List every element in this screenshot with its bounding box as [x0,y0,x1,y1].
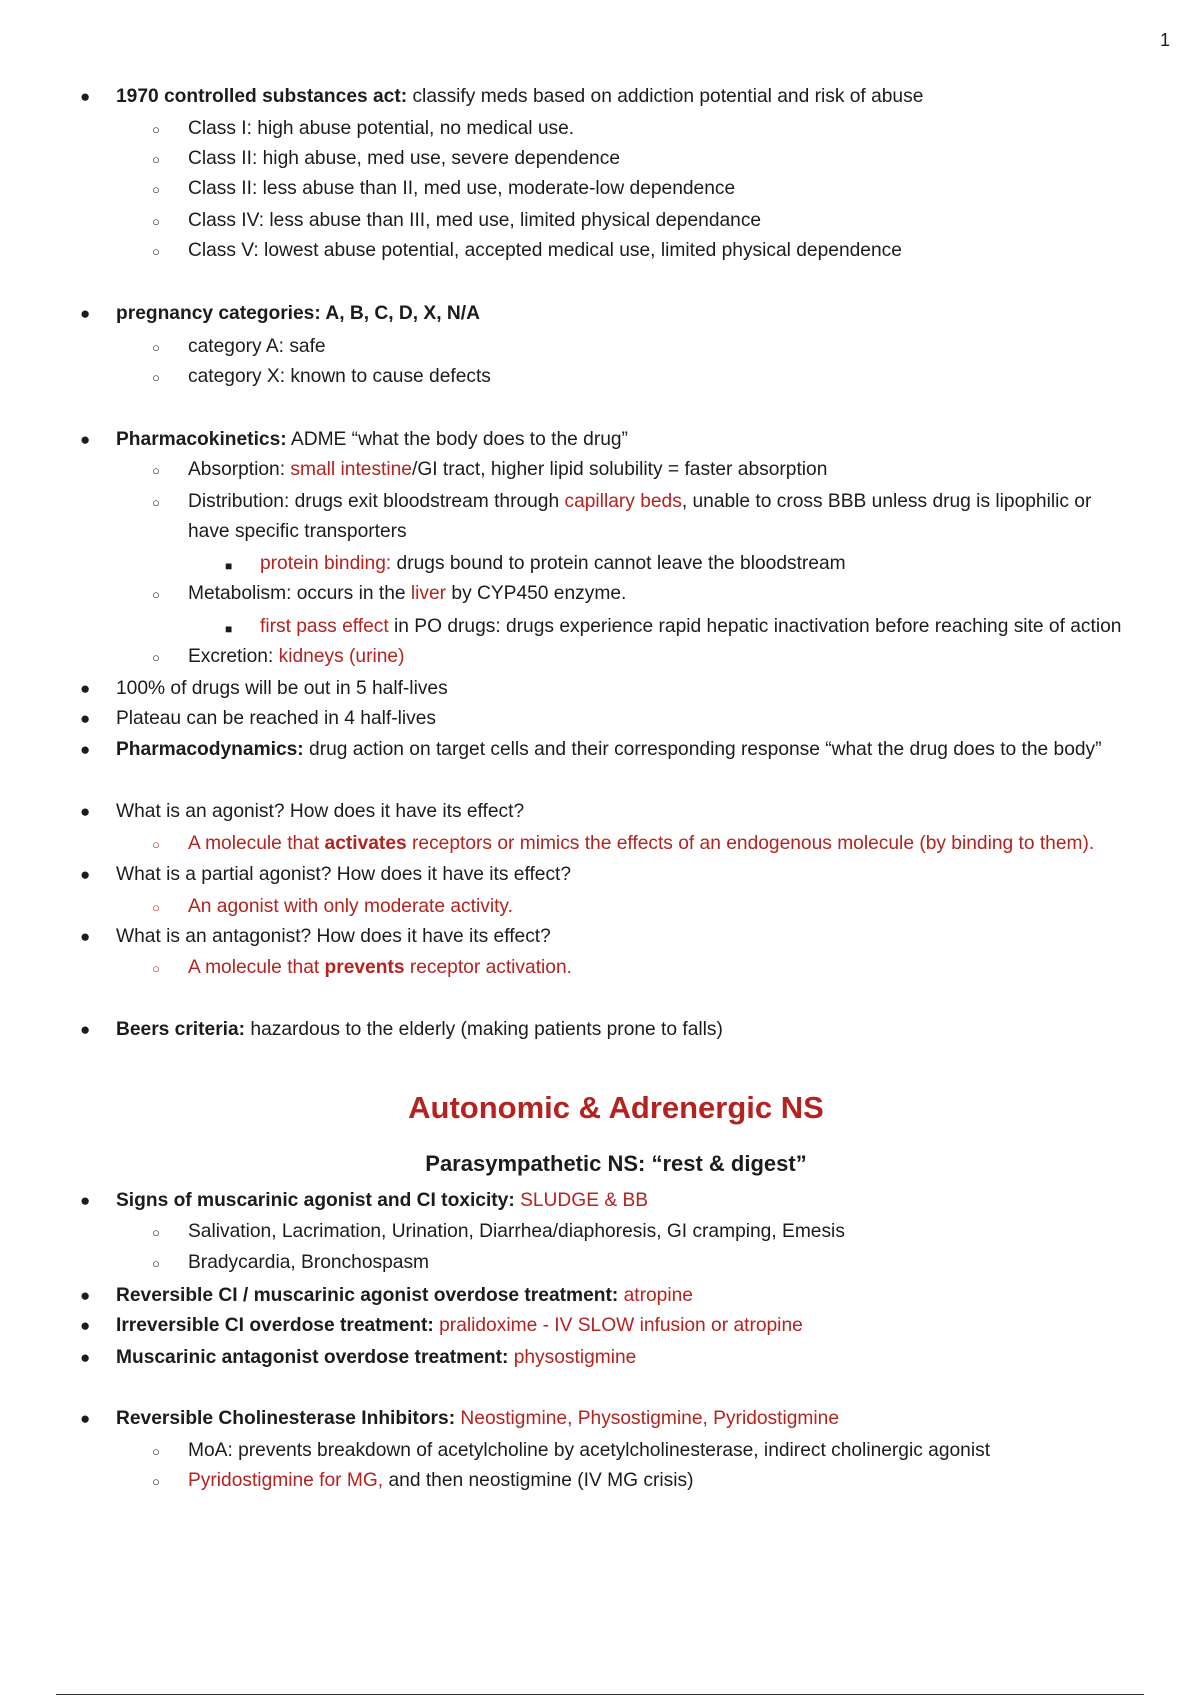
treatment-drug: atropine [618,1285,693,1306]
treatment-drug: physostigmine [508,1347,637,1368]
protein-binding-label: protein binding: [260,553,392,574]
bullet-icon: ● [80,304,91,323]
class-text: Class I: high abuse potential, no medical use. [188,118,575,139]
bullet-icon: ● [80,927,91,946]
pregnancy-title: pregnancy categories: A, B, C, D, X, N/A [116,303,480,324]
pregnancy-category [152,364,491,390]
circle-bullet-icon: ○ [152,1474,160,1489]
pharmacodynamics-item [80,737,1102,763]
pk-title: Pharmacokinetics: [116,429,287,450]
circle-bullet-icon: ○ [152,1256,160,1271]
class-text: Class IV: less abuse than III, med use, limited physical dependance [188,210,762,231]
question-item [80,799,525,825]
absorption-highlight: small intestine [290,459,412,480]
circle-bullet-icon: ○ [152,122,160,137]
protein-binding-text: drugs bound to protein cannot leave the bloodstream [391,553,846,574]
answer-item [152,894,513,920]
protein-binding-item [225,551,846,577]
answer-text: receptors or mimics the effects of an endogenous molecule (by binding to them). [406,833,1095,854]
rci-drugs: Neostigmine, Physostigmine, Pyridostigmine [455,1408,840,1429]
pd-text: drug action on target cells and their corresponding response “what the drug does to the body” [303,739,1102,760]
csa-class-item [152,146,620,172]
bullet-icon: ● [80,709,91,728]
answer-bold: prevents [324,957,405,978]
bullet-icon: ● [80,1286,91,1305]
csa-text: classify meds based on addiction potential and risk of abuse [407,86,924,107]
answer-text: An agonist with only moderate activity. [188,896,513,917]
circle-bullet-icon: ○ [152,152,160,167]
excretion-highlight: kidneys (urine) [278,646,405,667]
signs-highlight: SLUDGE & BB [514,1190,649,1211]
first-pass-item [225,614,1122,640]
answer-text: receptor activation. [404,957,572,978]
bullet-icon: ● [80,865,91,884]
answer-item [152,955,572,981]
pregnancy-category [152,334,326,360]
absorption-label: Absorption: [188,459,291,480]
answer-item [152,831,1095,857]
excretion-item [152,644,405,670]
metabolism-highlight: liver [410,583,447,604]
signs-title: Signs of muscarinic agonist and CI toxicity: [116,1190,515,1211]
bullet-icon: ● [80,802,91,821]
signs-subitem [152,1250,430,1276]
beers-title: Beers criteria: [116,1019,246,1040]
circle-bullet-icon: ○ [152,495,160,510]
pk-text: ADME “what the body does to the drug” [286,429,628,450]
metabolism-label: Metabolism: occurs in the [188,583,411,604]
signs-subitem [152,1219,845,1245]
class-text: Class V: lowest abuse potential, accepted medical use, limited physical dependence [188,240,902,261]
footer-rule [56,1694,1144,1695]
half-life-text: 100% of drugs will be out in 5 half-lives [116,678,448,699]
answer-text: A molecule that [188,957,325,978]
first-pass-text: in PO drugs: drugs experience rapid hepatic inactivation before reaching site of action [388,616,1122,637]
page-number: 1 [1159,30,1170,50]
distribution-highlight: capillary beds [564,491,682,512]
absorption-item [152,457,828,483]
class-text: Class II: less abuse than II, med use, moderate-low dependence [188,178,736,199]
question-item [80,924,551,950]
csa-class-item [152,238,902,264]
csa-item [80,84,924,110]
half-life-item [80,706,436,732]
bullet-icon: ● [80,1191,91,1210]
csa-class-item [152,176,736,202]
circle-bullet-icon: ○ [152,650,160,665]
circle-bullet-icon: ○ [152,587,160,602]
half-life-item [80,676,448,702]
circle-bullet-icon: ○ [152,900,160,915]
square-bullet-icon: ■ [225,559,233,573]
bullet-icon: ● [80,1348,91,1367]
circle-bullet-icon: ○ [152,1225,160,1240]
answer-text: A molecule that [188,833,325,854]
absorption-text: /GI tract, higher lipid solubility = faster absorption [411,459,828,480]
question-text: What is a partial agonist? How does it have its effect? [116,864,572,885]
section-subtitle: Parasympathetic NS: “rest & digest” [425,1151,807,1176]
bullet-icon: ● [80,1409,91,1428]
beers-text: hazardous to the elderly (making patients prone to falls) [245,1019,723,1040]
treatment-title: Irreversible CI overdose treatment: [116,1315,434,1336]
circle-bullet-icon: ○ [152,340,160,355]
circle-bullet-icon: ○ [152,837,160,852]
beers-item [80,1017,723,1043]
bullet-icon: ● [80,1020,91,1039]
circle-bullet-icon: ○ [152,961,160,976]
rci-moa [152,1438,991,1464]
treatment-item [80,1283,693,1309]
half-life-text: Plateau can be reached in 4 half-lives [116,708,436,729]
circle-bullet-icon: ○ [152,463,160,478]
pregnancy-item [80,301,480,327]
excretion-label: Excretion: [188,646,279,667]
moa-text: MoA: prevents breakdown of acetylcholine by acetylcholinesterase, indirect cholinergic agonist [188,1440,991,1461]
treatment-title: Reversible CI / muscarinic agonist overdose treatment: [116,1285,619,1306]
bullet-icon: ● [80,679,91,698]
treatment-title: Muscarinic antagonist overdose treatment: [116,1347,509,1368]
signs-text: Bradycardia, Bronchospasm [188,1252,430,1273]
treatment-drug: pralidoxime - IV SLOW infusion or atropine [433,1315,803,1336]
metabolism-text: by CYP450 enzyme. [446,583,627,604]
bullet-icon: ● [80,1316,91,1335]
question-text: What is an antagonist? How does it have its effect? [116,926,551,947]
distribution-label: Distribution: drugs exit bloodstream through [188,491,565,512]
category-text: category X: known to cause defects [188,366,491,387]
category-text: category A: safe [188,336,326,357]
mg-highlight: Pyridostigmine for MG, [188,1470,384,1491]
treatment-item [80,1345,637,1371]
first-pass-label: first pass effect [260,616,389,637]
square-bullet-icon: ■ [225,622,233,636]
distribution-text: , unable to cross BBB unless drug is lipophilic or [681,491,1092,512]
circle-bullet-icon: ○ [152,244,160,259]
signs-text: Salivation, Lacrimation, Urination, Diarrhea/diaphoresis, GI cramping, Emesis [188,1221,845,1242]
class-text: Class II: high abuse, med use, severe dependence [188,148,620,169]
pd-title: Pharmacodynamics: [116,739,304,760]
circle-bullet-icon: ○ [152,182,160,197]
csa-class-item [152,208,762,234]
circle-bullet-icon: ○ [152,1444,160,1459]
signs-item [80,1188,649,1214]
bullet-icon: ● [80,740,91,759]
pharmacokinetics-item [80,427,628,453]
distribution-continuation: have specific transporters [188,521,407,542]
bullet-icon: ● [80,87,91,106]
rci-item [80,1406,840,1432]
answer-bold: activates [324,833,407,854]
metabolism-item [152,581,627,607]
circle-bullet-icon: ○ [152,214,160,229]
section-title: Autonomic & Adrenergic NS [408,1090,824,1125]
csa-class-item [152,116,575,142]
question-text: What is an agonist? How does it have its effect? [116,801,525,822]
mg-text: and then neostigmine (IV MG crisis) [383,1470,694,1491]
bullet-icon: ● [80,430,91,449]
rci-title: Reversible Cholinesterase Inhibitors: [116,1408,456,1429]
circle-bullet-icon: ○ [152,370,160,385]
question-item [80,862,572,888]
csa-title: 1970 controlled substances act: [116,86,408,107]
treatment-item [80,1313,803,1339]
distribution-item [152,489,1092,515]
rci-mg [152,1468,694,1494]
